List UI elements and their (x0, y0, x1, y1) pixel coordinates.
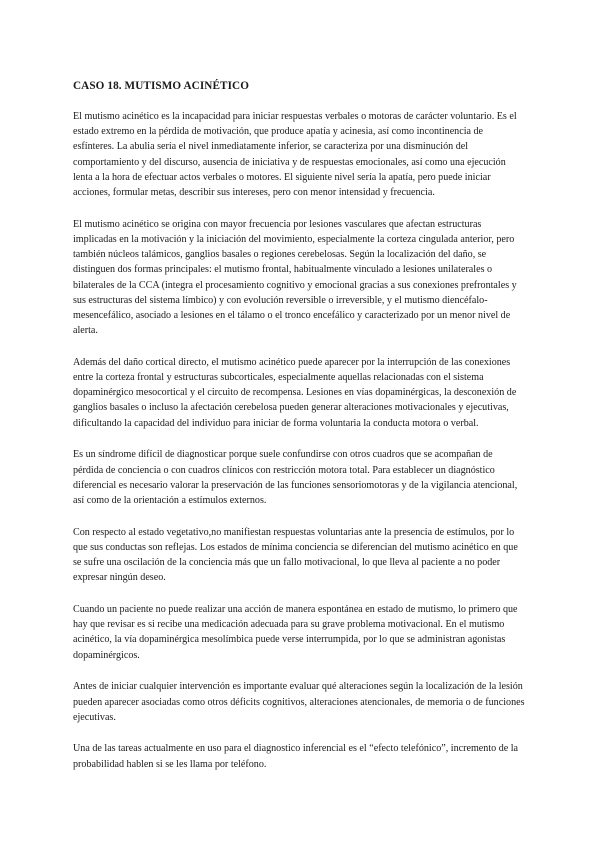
paragraph-vegetative-state: Con respecto al estado vegetativo,no manifiestan respuestas voluntarias ante la presencia de estímulos, por lo que sus conductas son reflejas. Los estados de mínima conciencia se diferencian del mutismo acinético en que se sufre una oscilación de la conciencia más que un fallo motivacional, lo que lleva al paciente a no poder expresar ningún deseo. (73, 526, 518, 584)
paragraph-medication: Cuando un paciente no puede realizar una acción de manera espontánea en estado de mutismo, lo primero que hay que revisar es si recibe una medicación adecuada para su grave problema motivacional. En el mutismo acinético, la vía dopaminérgica mesolímbica puede verse interrumpida, por lo que se administran agonistas dopaminérgicos. (73, 603, 518, 661)
paragraph-intervention: Antes de iniciar cualquier intervención es importante evaluar qué alteraciones según la localización de la lesión pueden aparecer asociadas como otros déficits cognitivos, alteraciones atencionales, de memoria o de funciones ejecutivas. (73, 681, 525, 723)
document-title: CASO 18. MUTISMO ACINÉTICO (73, 80, 250, 92)
document-body (73, 80, 525, 788)
paragraph-diagnosis: Es un síndrome difícil de diagnosticar porque suele confundirse con otros cuadros que se acompañan de pérdida de conciencia o con cuadros clínicos con restricción motora total. Para establecer un diagnóstico diferencial es necesario valorar la preservación de las funciones sensoriomotoras y de la vigilancia atencional, así como de la orientación a estímulos externos. (73, 449, 518, 506)
paragraph-definition: El mutismo acinético es la incapacidad para iniciar respuestas verbales o motoras de carácter voluntario. Es el estado extremo en la pérdida de motivación, que produce apatía y acinesia, así como incontinencia de esfínteres. La abulia sería el nivel inmediatamente inferior, se caracteriza por una disminución del comportamiento y del discurso, ausencia de iniciativa y de respuestas emocionales, así como una ejecución lenta a la hora de efectuar actos verbales o motores. El siguiente nivel sería la apatía, pero puede iniciar acciones, formular metas, describir sus intereses, pero con menor intensidad y frecuencia. (73, 111, 517, 199)
paragraph-connections: Además del daño cortical directo, el mutismo acinético puede aparecer por la interrupción de las conexiones entre la corteza frontal y estructuras subcorticales, especialmente aquellas relacionadas con el sistema dopaminérgico mesocortical y el circuito de recompensa. Lesiones en vías dopaminérgicas, la desconexión de ganglios basales o incluso la afectación cerebelosa pueden generar alteraciones motivacionales y ejecutivas, dificultando la capacidad del individuo para iniciar de forma voluntaria la conducta motora o verbal. (73, 356, 517, 429)
paragraph-etiology: El mutismo acinético se origina con mayor frecuencia por lesiones vasculares que afectan estructuras implicadas en la motivación y la iniciación del movimiento, especialmente la corteza cingulada anterior, pero también núcleos talámicos, ganglios basales o regiones cerebelosas. Según la localización del daño, se distinguen dos formas principales: el mutismo frontal, habitualmente vinculado a lesiones unilaterales o bilaterales de la CCA (integra el procesamiento cognitivo y emocional gracias a sus conexiones prefrontales y sus estructuras del sistema límbico) y con evolución reversible o irreversible, y el mutismo diencéfalo-mesencefálico, asociado a lesiones en el tálamo o el tronco encefálico y caracterizado por un menor nivel de alerta. (73, 218, 517, 337)
paragraph-telephone-effect: Una de las tareas actualmente en uso para el diagnostico inferencial es el “efecto telefónico”, incremento de la probabilidad hablen si se les llama por teléfono. (73, 743, 519, 770)
